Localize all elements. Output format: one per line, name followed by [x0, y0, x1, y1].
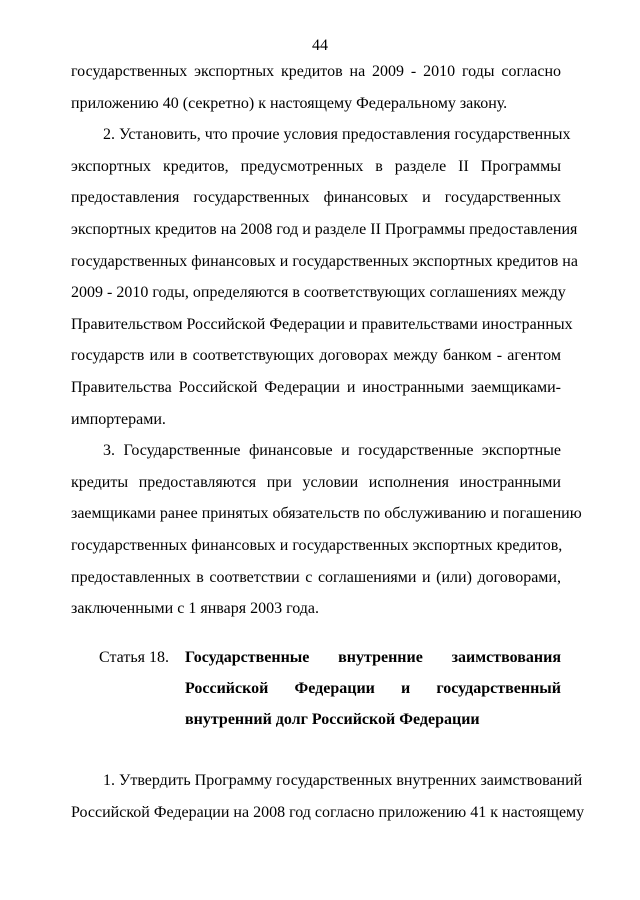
paragraph-3: [71, 435, 582, 625]
text-line: заключенными с 1 января 2003 года.: [71, 600, 320, 618]
main-text: [71, 56, 582, 625]
closing-paragraph: [71, 765, 585, 828]
text-line: государственных экспортных кредитов на 2009 - 2010 годы согласно: [71, 63, 561, 80]
article-label: Статья 18.: [99, 649, 169, 666]
paragraph-continuation: [71, 56, 561, 119]
text-line: экспортных кредитов, предусмотренных в разделе II Программы: [71, 157, 561, 175]
text-line: 2. Установить, что прочие условия предоставления государственных: [103, 126, 571, 144]
paragraph-2: [71, 119, 578, 435]
article-title: [185, 642, 561, 735]
text-line: экспортных кредитов на 2008 год и разделе II Программы предоставления: [71, 220, 578, 238]
page-number: 44: [312, 37, 328, 54]
text-line: 1. Утвердить Программу государственных внутренних заимствований: [103, 772, 583, 789]
text-line: Правительством Российской Федерации и правительствами иностранных: [71, 315, 573, 333]
text-line: кредиты предоставляются при условии исполнения иностранными: [71, 473, 561, 491]
text-line: 3. Государственные финансовые и государственные экспортные: [103, 442, 561, 460]
text-line: импортерами.: [71, 410, 166, 428]
article-title-line: внутренний долг Российской Федерации: [185, 711, 480, 728]
text-line: Российской Федерации на 2008 год согласно приложению 41 к настоящему: [71, 803, 585, 821]
text-line: государств или в соответствующих договорах между банком - агентом: [71, 347, 561, 365]
text-line: Правительства Российской Федерации и иностранными заемщиками-: [71, 378, 561, 396]
article-title-line: Государственные внутренние заимствования: [185, 649, 561, 666]
article-title-line: Российской Федерации и государственный: [185, 680, 561, 697]
text-line: заемщиками ранее принятых обязательств по обслуживанию и погашению: [71, 505, 582, 523]
text-line: предоставления государственных финансовых и государственных: [71, 189, 561, 207]
text-line: 2009 - 2010 годы, определяются в соответствующих соглашениях между: [71, 284, 566, 302]
text-line: приложению 40 (секретно) к настоящему Федеральному закону.: [71, 94, 508, 112]
text-line: государственных финансовых и государственных экспортных кредитов,: [71, 536, 563, 554]
text-line: государственных финансовых и государственных экспортных кредитов на: [71, 252, 578, 270]
text-line: предоставленных в соответствии с соглашениями и (или) договорами,: [71, 568, 561, 586]
